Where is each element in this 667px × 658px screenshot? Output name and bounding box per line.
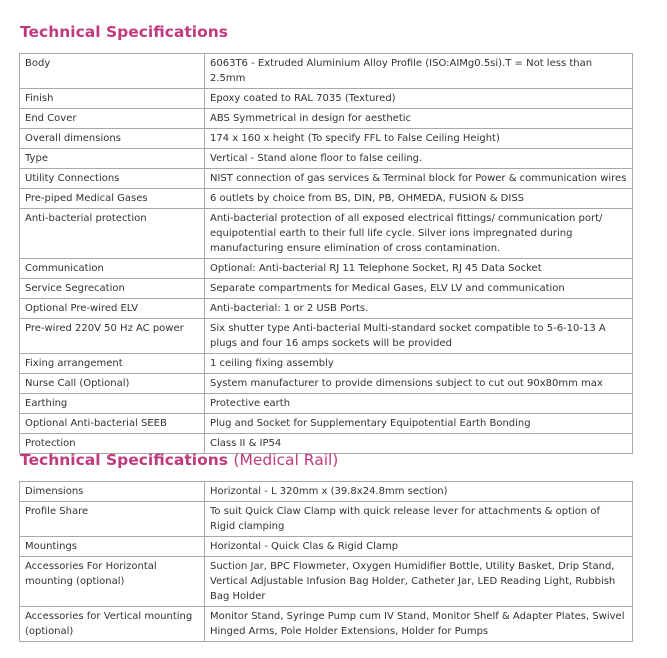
row-value: Vertical - Stand alone floor to false ceiling. xyxy=(205,149,633,169)
row-value: Six shutter type Anti-bacterial Multi-standard socket compatible to 5-6-10-13 A plugs and four 16 amps sockets will be provided xyxy=(205,319,633,354)
row-label: Optional Anti-bacterial SEEB xyxy=(20,414,205,434)
spec-table xyxy=(19,53,633,454)
row-value: Anti-bacterial: 1 or 2 USB Ports. xyxy=(205,299,633,319)
table-row xyxy=(20,394,633,414)
row-label: Communication xyxy=(20,259,205,279)
row-value: Monitor Stand, Syringe Pump cum IV Stand, Monitor Shelf & Adapter Plates, Swivel Hinged Arms, Pole Holder Extensions, Holder for Pumps xyxy=(205,607,633,642)
row-label: Utility Connections xyxy=(20,169,205,189)
table-row xyxy=(20,89,633,109)
row-label: Overall dimensions xyxy=(20,129,205,149)
spec-table-body xyxy=(20,54,633,454)
row-label: Finish xyxy=(20,89,205,109)
section-heading xyxy=(20,22,633,46)
row-value: To suit Quick Claw Clamp with quick release lever for attachments & option of Rigid clamping xyxy=(205,502,633,537)
table-row xyxy=(20,414,633,434)
row-label: Profile Share xyxy=(20,502,205,537)
table-row xyxy=(20,259,633,279)
row-value: Class II & IP54 xyxy=(205,434,633,454)
row-label: Earthing xyxy=(20,394,205,414)
row-label: Body xyxy=(20,54,205,89)
row-value: Separate compartments for Medical Gases, ELV LV and communication xyxy=(205,279,633,299)
table-row xyxy=(20,557,633,607)
table-row xyxy=(20,109,633,129)
row-label: Pre-piped Medical Gases xyxy=(20,189,205,209)
row-label: Pre-wired 220V 50 Hz AC power xyxy=(20,319,205,354)
table-row xyxy=(20,209,633,259)
row-value: ABS Symmetrical in design for aesthetic xyxy=(205,109,633,129)
table-row xyxy=(20,54,633,89)
row-value: 6063T6 - Extruded Aluminium Alloy Profile (ISO:AIMg0.5si).T = Not less than 2.5mm xyxy=(205,54,633,89)
section-title: Technical Specifications xyxy=(20,23,228,41)
row-value: Horizontal - L 320mm x (39.8x24.8mm section) xyxy=(205,482,633,502)
row-label: Protection xyxy=(20,434,205,454)
table-row xyxy=(20,129,633,149)
table-row xyxy=(20,374,633,394)
row-label: Dimensions xyxy=(20,482,205,502)
table-row xyxy=(20,354,633,374)
medical-rail-specifications-section xyxy=(19,450,633,642)
table-row xyxy=(20,607,633,642)
row-value: System manufacturer to provide dimensions subject to cut out 90x80mm max xyxy=(205,374,633,394)
table-row xyxy=(20,279,633,299)
row-label: Accessories For Horizontal mounting (optional) xyxy=(20,557,205,607)
row-value: Protective earth xyxy=(205,394,633,414)
row-value: 1 ceiling fixing assembly xyxy=(205,354,633,374)
row-value: Epoxy coated to RAL 7035 (Textured) xyxy=(205,89,633,109)
row-value: Plug and Socket for Supplementary Equipotential Earth Bonding xyxy=(205,414,633,434)
row-label: Anti-bacterial protection xyxy=(20,209,205,259)
table-row xyxy=(20,537,633,557)
row-label: Mountings xyxy=(20,537,205,557)
table-row xyxy=(20,299,633,319)
technical-specifications-section xyxy=(19,22,633,454)
row-value: NIST connection of gas services & Terminal block for Power & communication wires xyxy=(205,169,633,189)
row-label: Service Segrecation xyxy=(20,279,205,299)
table-row xyxy=(20,149,633,169)
row-value: Anti-bacterial protection of all exposed electrical fittings/ communication port/ equipotential earth to their full life cycle. Silver ions impregnated during manufacturing ensure elimination of cross contamination. xyxy=(205,209,633,259)
section-title: Technical Specifications xyxy=(20,451,228,469)
medical-rail-table xyxy=(19,481,633,642)
table-row xyxy=(20,169,633,189)
row-value: Horizontal - Quick Clas & Rigid Clamp xyxy=(205,537,633,557)
row-label: End Cover xyxy=(20,109,205,129)
section-subtitle: (Medical Rail) xyxy=(233,451,339,469)
section-heading xyxy=(20,450,633,474)
row-label: Fixing arrangement xyxy=(20,354,205,374)
row-value: Optional: Anti-bacterial RJ 11 Telephone Socket, RJ 45 Data Socket xyxy=(205,259,633,279)
table-row xyxy=(20,482,633,502)
table-row xyxy=(20,319,633,354)
row-value: 174 x 160 x height (To specify FFL to False Ceiling Height) xyxy=(205,129,633,149)
row-value: 6 outlets by choice from BS, DIN, PB, OHMEDA, FUSION & DISS xyxy=(205,189,633,209)
table-row xyxy=(20,189,633,209)
table-row xyxy=(20,502,633,537)
row-label: Accessories for Vertical mounting (optional) xyxy=(20,607,205,642)
row-value: Suction Jar, BPC Flowmeter, Oxygen Humidifier Bottle, Utility Basket, Drip Stand, Vertical Adjustable Infusion Bag Holder, Catheter Jar, LED Reading Light, Rubbish Bag Holder xyxy=(205,557,633,607)
row-label: Optional Pre-wired ELV xyxy=(20,299,205,319)
row-label: Type xyxy=(20,149,205,169)
row-label: Nurse Call (Optional) xyxy=(20,374,205,394)
spec-table-body xyxy=(20,482,633,642)
